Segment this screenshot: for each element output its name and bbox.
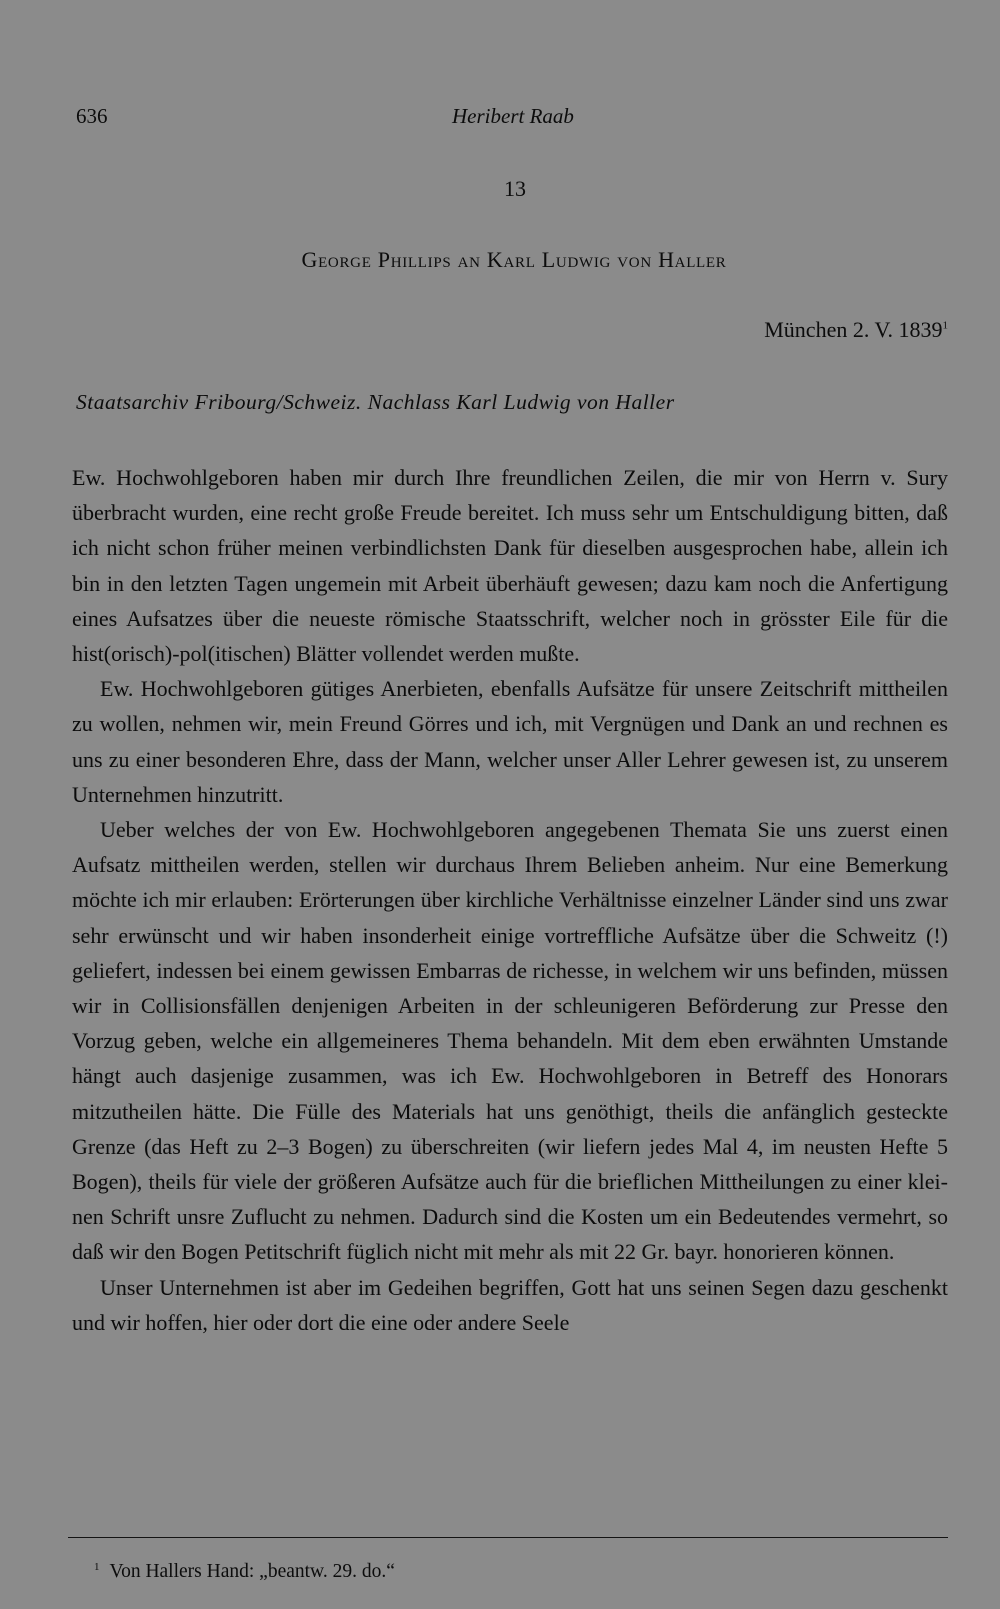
letter-title: George Phillips an Karl Ludwig von Haller [301, 247, 727, 272]
footnote-reference: 1 [942, 319, 948, 332]
letter-body [72, 460, 948, 1340]
footnote-text: Von Hallers Hand: „beantw. 29. do.“ [109, 1561, 395, 1582]
paragraph: Ew. Hochwohlgeboren haben mir durch Ihre freundlichen Zeilen, die mir von Herrn v. Sury überbracht wurden, eine recht große Freude bereitet. Ich muss sehr um Entschuldigung bitten, daß ich nicht schon früher meinen verbindlichsten Dank für dieselben ausgesprochen habe, allein ich bin in den letzten Tagen ungemein mit Arbeit überhäuft gewesen; dazu kam noch die Anfertigung eines Aufsatzes über die neueste römische Staatsschrift, welcher noch in grösster Eile für die hist(orisch)-pol(itischen) Blätter vollendet werden mußte. [72, 465, 948, 667]
footnote [94, 1560, 395, 1584]
paragraph: Ueber welches der von Ew. Hochwohlgeboren angegebenen Themata Sie uns zuerst einen Aufsatz mittheilen werden, stellen wir durchaus Ihrem Belieben anheim. Nur eine Bemerkung möchte ich mir erlauben: Erörterungen über kirchliche Verhältnisse einzelner Länder sind uns zwar sehr erwünscht und wir haben insonderheit einige vortreffliche Aufsätze über die Schweitz (!) geliefert, indessen bei einem gewissen Embarras de richesse, in welchem wir uns befinden, müssen wir in Collisionsfällen denjenigen Arbeiten in der schleunigeren Beförderung zur Presse den Vorzug geben, welche ein allgemeineres Thema behandeln. Mit dem eben erwähnten Umstande hängt auch dasjenige zusammen, was ich Ew. Hochwohlgeboren in Betreff des Honorars mitzutheilen hätte. Die Fülle des Materials hat uns genöthigt, theils die anfänglich gesteckte Grenze (das Heft zu 2–3 Bogen) zu überschreiten (wir liefern jedes Mal 4, im neusten Hefte 5 Bogen), theils für viele der größeren Aufsätze auch für die brieflichen Mittheilungen zu einer kleinen Schrift unsre Zuflucht zu nehmen. Dadurch sind die Kosten um ein Bedeutendes vermehrt, so daß wir den Bogen Petitschrift füglich nicht mit mehr als mit 22 Gr. bayr. honorieren können. [72, 817, 948, 1265]
footnote-divider [68, 1537, 948, 1538]
place-date [764, 317, 948, 343]
place-date-text: München 2. V. 1839 [764, 317, 943, 342]
running-author: Heribert Raab [452, 104, 574, 128]
letter-number: 13 [504, 176, 526, 201]
paragraph: Ew. Hochwohlgeboren gütiges Anerbieten, ebenfalls Aufsätze für unsere Zeitschrift mittheilen zu wollen, nehmen wir, mein Freund Görres und ich, mit Vergnügen und Dank an und rechnen es uns zu einer besonderen Ehre, dass der Mann, welcher unser Aller Lehrer gewesen ist, zu unserem Unternehmen hinzutritt. [72, 676, 948, 807]
paragraph: Unser Unternehmen ist aber im Gedeihen begriffen, Gott hat uns seinen Segen dazu geschenkt und wir hoffen, hier oder dort die eine oder andere Seele [72, 1274, 948, 1335]
footnote-mark: 1 [94, 1560, 100, 1573]
archive-source: Staatsarchiv Fribourg/Schweiz. Nachlass Karl Ludwig von Haller [76, 390, 675, 414]
page-number: 636 [76, 104, 108, 128]
